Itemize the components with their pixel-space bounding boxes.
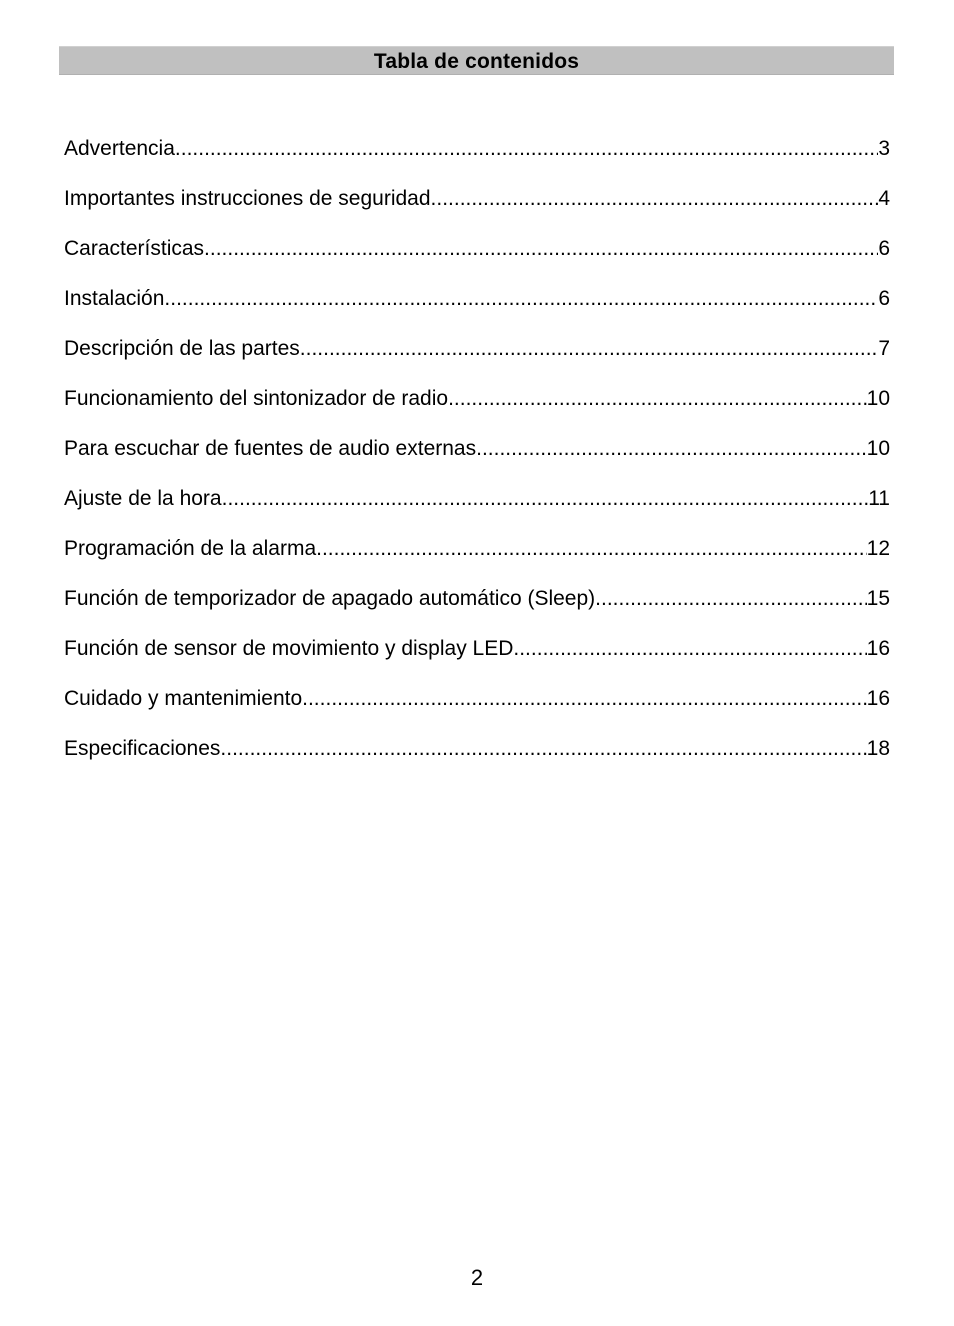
toc-entry-page: 16 [866, 637, 890, 660]
toc-entry-label: Descripción de las partes [64, 337, 300, 360]
dot-leader [175, 134, 878, 164]
toc-entry-label: Cuidado y mantenimiento [64, 687, 303, 710]
toc-entry-label: Programación de la alarma [64, 537, 317, 560]
dot-leader [431, 184, 879, 214]
toc-entry-page: 11 [868, 487, 890, 510]
toc-entry-label: Advertencia [64, 137, 175, 160]
toc-entry-label: Instalación [64, 287, 165, 310]
page-title: Tabla de contenidos [373, 50, 580, 73]
toc-entry[interactable] [64, 734, 890, 784]
table-of-contents [64, 134, 890, 784]
toc-entry[interactable] [64, 134, 890, 184]
toc-entry-label: Función de sensor de movimiento y display LED [64, 637, 514, 660]
toc-entry[interactable] [64, 534, 890, 584]
dot-leader [300, 334, 879, 364]
toc-entry[interactable] [64, 684, 890, 734]
toc-entry-page: 4 [878, 187, 890, 210]
toc-entry-page: 7 [878, 337, 890, 360]
toc-entry[interactable] [64, 484, 890, 534]
toc-entry-page: 18 [866, 737, 890, 760]
toc-entry[interactable] [64, 434, 890, 484]
toc-entry-page: 6 [878, 287, 890, 310]
toc-entry-label: Especificaciones [64, 737, 221, 760]
toc-entry-label: Importantes instrucciones de seguridad [64, 187, 431, 210]
dot-leader [476, 434, 867, 464]
dot-leader [513, 634, 866, 664]
toc-entry-page: 3 [878, 137, 890, 160]
toc-entry-page: 12 [866, 537, 890, 560]
dot-leader [222, 484, 869, 514]
toc-header-bar [59, 46, 894, 75]
toc-entry-page: 6 [878, 237, 890, 260]
page-number: 2 [470, 1265, 484, 1290]
toc-entry-label: Funcionamiento del sintonizador de radio [64, 387, 449, 410]
dot-leader [316, 534, 867, 564]
toc-entry[interactable] [64, 234, 890, 284]
toc-entry[interactable] [64, 334, 890, 384]
toc-entry-page: 16 [866, 687, 890, 710]
dot-leader [204, 234, 878, 264]
toc-entry[interactable] [64, 634, 890, 684]
toc-entry-page: 10 [866, 387, 890, 410]
toc-entry-page: 15 [866, 587, 890, 610]
toc-entry-label: Para escuchar de fuentes de audio externas [64, 437, 477, 460]
toc-entry-label: Función de temporizador de apagado automático (Sleep) [64, 587, 596, 610]
toc-entry[interactable] [64, 184, 890, 234]
toc-entry-label: Ajuste de la hora [64, 487, 222, 510]
dot-leader [302, 684, 867, 714]
toc-entry[interactable] [64, 384, 890, 434]
dot-leader [164, 284, 878, 314]
dot-leader [595, 584, 866, 614]
toc-entry-page: 10 [866, 437, 890, 460]
toc-entry-label: Características [64, 237, 205, 260]
dot-leader [448, 384, 867, 414]
toc-entry[interactable] [64, 284, 890, 334]
dot-leader [220, 734, 866, 764]
toc-entry[interactable] [64, 584, 890, 634]
